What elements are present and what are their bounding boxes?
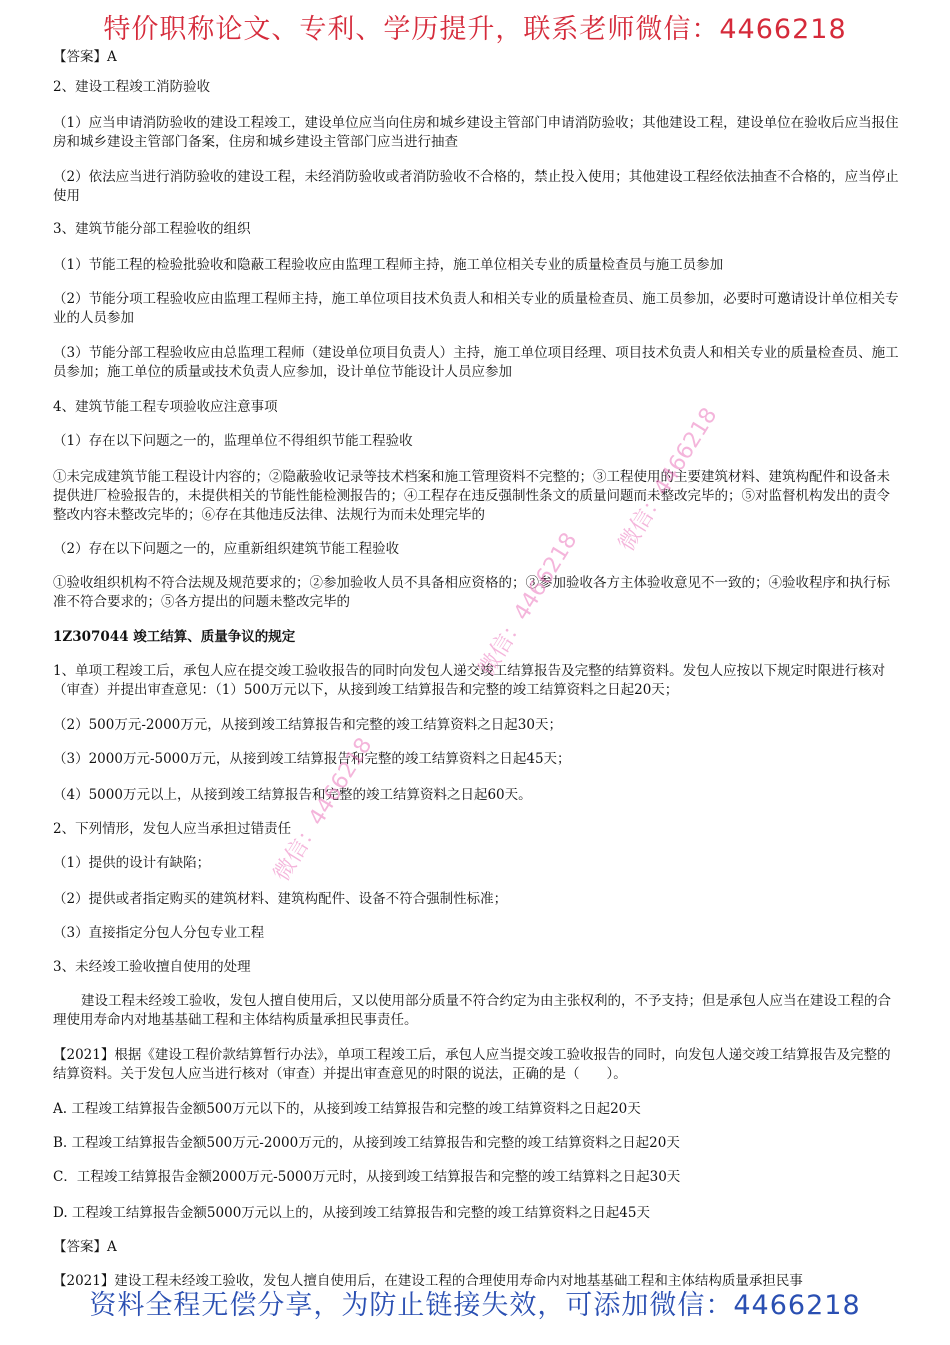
- paragraph: （2）提供或者指定购买的建筑材料、建筑构配件、设备不符合强制性标准；: [53, 891, 508, 907]
- option-b: B. 工程竣工结算报告金额500万元-2000万元的，从接到竣工结算报告和完整的竣工结算资料之日起20天: [53, 1135, 680, 1151]
- option-a: A. 工程竣工结算报告金额500万元以下的，从接到竣工结算报告和完整的竣工结算资料之日起20天: [53, 1101, 641, 1117]
- paragraph: （1）存在以下问题之一的，监理单位不得组织节能工程验收: [53, 433, 413, 449]
- section-heading: 2、建设工程竣工消防验收: [53, 79, 211, 95]
- paragraph: （1）应当申请消防验收的建设工程竣工，建设单位应当向住房和城乡建设主管部门申请消防验收；其他建设工程，建设单位在验收后应当报住房和城乡建设主管部门备案，住房和城乡建设主管部门应当进行抽查: [53, 115, 899, 150]
- section-heading: 3、未经竣工验收擅自使用的处理: [53, 959, 251, 975]
- chapter-heading: 1Z307044 竣工结算、质量争议的规定: [53, 629, 296, 645]
- bottom-share-banner: 资料全程无偿分享，为防止链接失效，可添加微信：4466218: [89, 1290, 861, 1321]
- watermark: 微信：4466218: [614, 403, 723, 556]
- option-c: C．工程竣工结算报告金额2000万元-5000万元时，从接到竣工结算报告和完整的竣工结算料之日起30天: [53, 1169, 681, 1185]
- paragraph: （3）直接指定分包人分包专业工程: [53, 925, 265, 941]
- paragraph: ①验收组织机构不符合法规及规范要求的；②参加验收人员不具备相应资格的；③参加验收各方主体验收意见不一致的；④验收程序和执行标准不符合要求的；⑤各方提出的问题未整改完毕的: [53, 575, 890, 610]
- paragraph: （1）节能工程的检验批验收和隐蔽工程验收应由监理工程师主持，施工单位相关专业的质量检查员与施工员参加: [53, 257, 724, 273]
- paragraph: （2）500万元-2000万元，从接到竣工结算报告和完整的竣工结算资料之日起30天；: [53, 717, 562, 733]
- paragraph: 1、单项工程竣工后，承包人应在提交竣工验收报告的同时向发包人递交竣工结算报告及完整的结算资料。发包人应按以下规定时限进行核对（审查）并提出审查意见：（1）500万元以下，从接到竣工结算报告和完整的竣工结算资料之日起20天；: [53, 663, 886, 698]
- option-d: D. 工程竣工结算报告金额5000万元以上的，从接到竣工结算报告和完整的竣工结算资料之日起45天: [53, 1205, 650, 1221]
- section-heading: 2、下列情形，发包人应当承担过错责任: [53, 821, 292, 837]
- answer-line: 【答案】A: [53, 49, 117, 65]
- paragraph: ①未完成建筑节能工程设计内容的；②隐蔽验收记录等技术档案和施工管理资料不完整的；③工程使用的主要建筑材料、建筑构配件和设备未提供进厂检验报告的，未提供相关的节能性能检测报告的；④工程存在违反强制性条文的质量问题而未整改完毕的；⑤对监督机构发出的责令整改内容未整改完毕的；⑥存在其他违反法律、法规行为而未处理完毕的: [53, 469, 890, 523]
- paragraph: （2）存在以下问题之一的，应重新组织建筑节能工程验收: [53, 541, 400, 557]
- paragraph: 建设工程未经竣工验收，发包人擅自使用后，又以使用部分质量不符合约定为由主张权利的，不予支持；但是承包人应当在建设工程的合理使用寿命内对地基基础工程和主体结构质量承担民事责任。: [53, 993, 891, 1028]
- section-heading: 4、建筑节能工程专项验收应注意事项: [53, 399, 278, 415]
- paragraph: （3）节能分部工程验收应由总监理工程师（建设单位项目负责人）主持，施工单位项目经理、项目技术负责人和相关专业的质量检查员、施工员参加；施工单位的质量或技术负责人应参加，设计单位节能设计人员应参加: [53, 345, 899, 380]
- paragraph: （4）5000万元以上，从接到竣工结算报告和完整的竣工结算资料之日起60天。: [53, 787, 532, 803]
- watermark: 微信：4466218: [474, 528, 583, 681]
- paragraph: （3）2000万元-5000万元，从接到竣工结算报告和完整的竣工结算资料之日起45天；: [53, 751, 571, 767]
- top-contact-banner: 特价职称论文、专利、学历提升，联系老师微信：4466218: [103, 14, 847, 45]
- watermark: 微信：4466218: [269, 733, 378, 886]
- question-stem: 【2021】根据《建设工程价款结算暂行办法》，单项工程竣工后，承包人应当提交竣工验收报告的同时，向发包人递交竣工结算报告及完整的结算资料。关于发包人应当进行核对（审查）并提出审查意见的时限的说法，正确的是（ ）。: [53, 1047, 891, 1082]
- answer-line: 【答案】A: [53, 1239, 117, 1255]
- question-stem: 【2021】建设工程未经竣工验收，发包人擅自使用后，在建设工程的合理使用寿命内对地基基础工程和主体结构质量承担民事: [53, 1273, 803, 1289]
- paragraph: （2）依法应当进行消防验收的建设工程，未经消防验收或者消防验收不合格的，禁止投入使用；其他建设工程经依法抽查不合格的，应当停止使用: [53, 169, 899, 204]
- paragraph: （1）提供的设计有缺陷；: [53, 855, 211, 871]
- section-heading: 3、建筑节能分部工程验收的组织: [53, 221, 251, 237]
- paragraph: （2）节能分项工程验收应由监理工程师主持，施工单位项目技术负责人和相关专业的质量检查员、施工员参加，必要时可邀请设计单位相关专业的人员参加: [53, 291, 899, 326]
